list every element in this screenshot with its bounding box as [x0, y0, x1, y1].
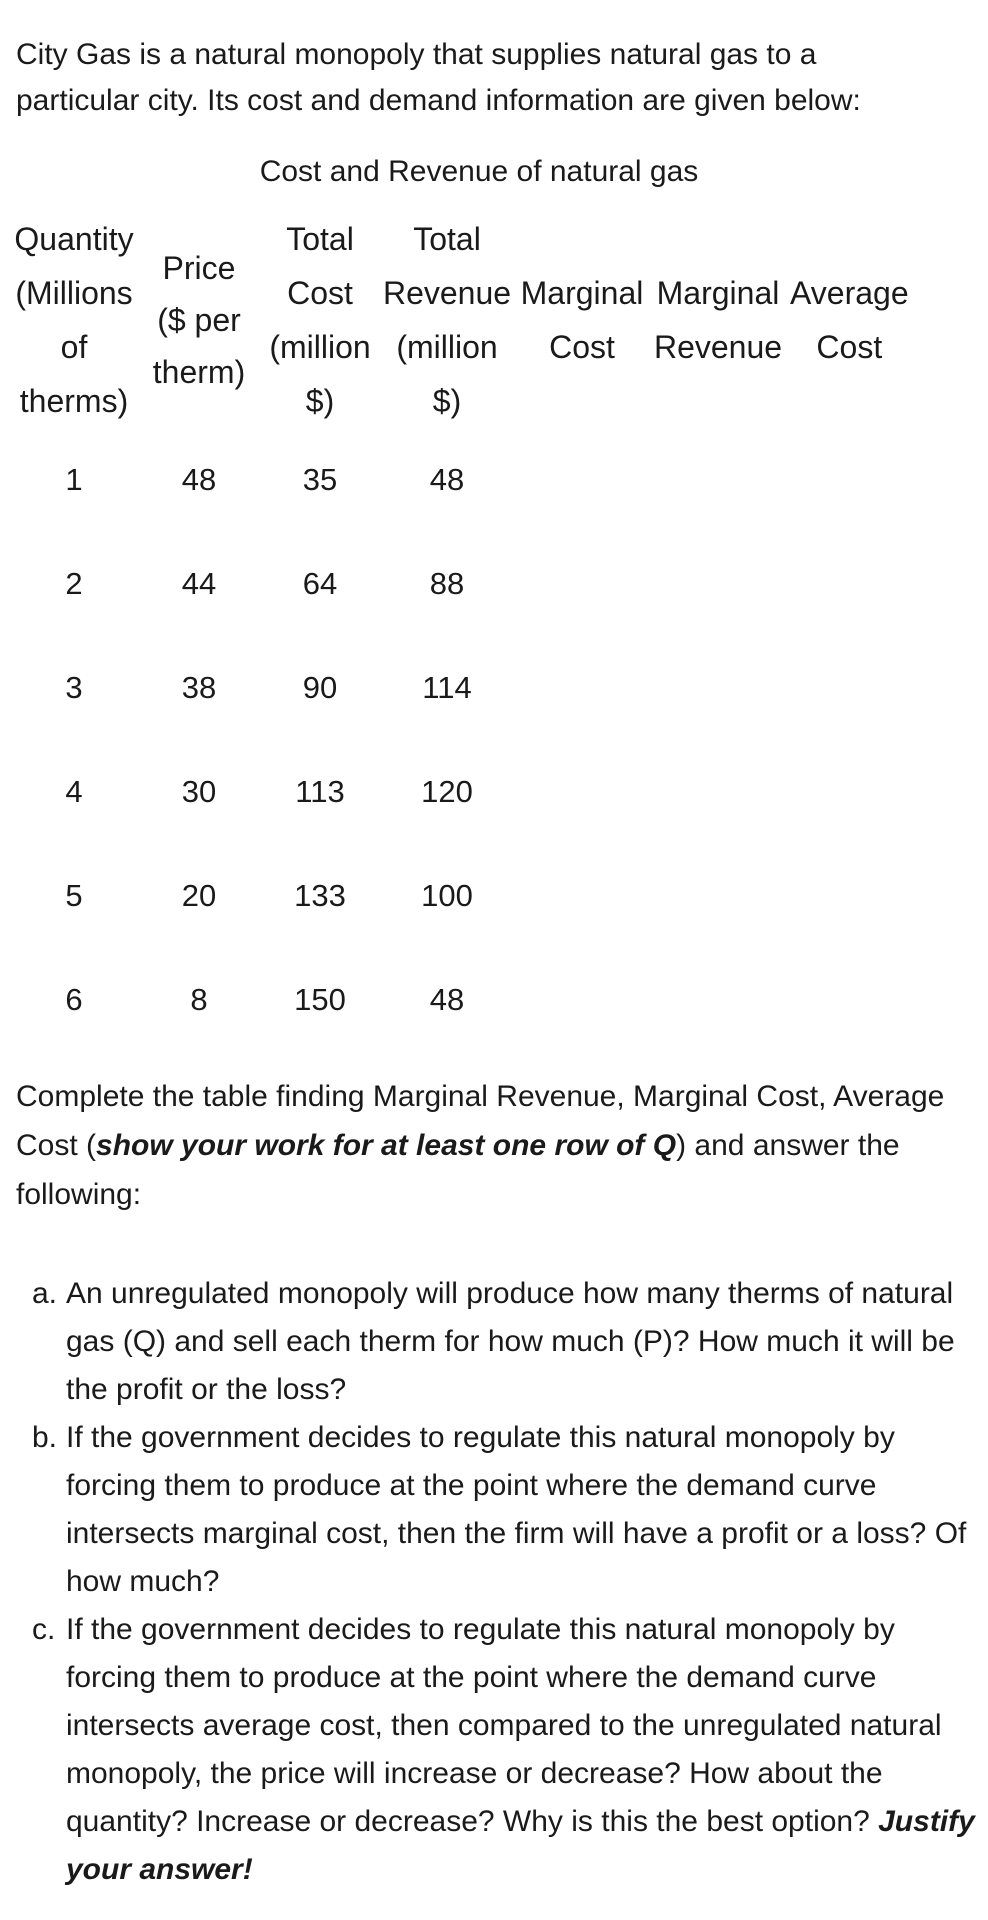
cell-average-cost: [790, 948, 909, 1052]
cell-price: 48: [181, 462, 217, 497]
cell-marginal-cost: [518, 428, 646, 532]
cell-price: 20: [181, 878, 217, 913]
cell-quantity: 1: [65, 462, 83, 497]
instructions-emphasis: show your work for at least one row of Q: [96, 1129, 677, 1162]
cell-total-cost: 90: [302, 670, 338, 705]
cell-total-cost: 35: [302, 462, 338, 497]
cell-total-revenue: 100: [421, 878, 473, 913]
cell-average-cost: [790, 740, 909, 844]
cell-marginal-revenue: [646, 532, 790, 636]
table-header-row: [14, 212, 909, 428]
intro-paragraph: [16, 32, 966, 124]
header-quantity: Quantity (Millions of therms): [14, 221, 134, 419]
cell-total-cost: 113: [295, 774, 345, 809]
cell-total-cost: 64: [302, 566, 338, 601]
cell-marginal-cost: [518, 948, 646, 1052]
question-marker: c.: [32, 1613, 56, 1646]
header-marginal-revenue: Marginal Revenue: [653, 275, 783, 365]
cell-quantity: 3: [65, 670, 83, 705]
cell-total-cost: 150: [294, 982, 346, 1017]
table-row: [14, 636, 909, 740]
instructions-after: ) and answer the following:: [16, 1129, 900, 1211]
cell-average-cost: [790, 844, 909, 948]
cell-total-revenue: 120: [421, 774, 473, 809]
question-text: An unregulated monopoly will produce how many therms of natural gas (Q) and sell each therm for how much (P)? How much it will be the profit or the loss?: [66, 1277, 955, 1406]
cell-marginal-cost: [518, 740, 646, 844]
cell-quantity: 6: [65, 982, 83, 1017]
cell-total-revenue: 48: [429, 462, 465, 497]
cell-average-cost: [790, 532, 909, 636]
table-row: [14, 948, 909, 1052]
cell-marginal-revenue: [646, 428, 790, 532]
intro-line-1: City Gas is a natural monopoly that supplies natural gas to a: [16, 38, 817, 71]
cell-price: 30: [181, 774, 217, 809]
question-list: [16, 1270, 976, 1894]
cell-total-revenue: 48: [429, 982, 465, 1017]
question-c: [16, 1606, 976, 1894]
header-marginal-cost: Marginal Cost: [520, 275, 644, 365]
cell-quantity: 4: [65, 774, 83, 809]
cell-marginal-revenue: [646, 636, 790, 740]
question-a: [16, 1270, 976, 1414]
cell-total-revenue: 88: [429, 566, 465, 601]
instructions-paragraph: [16, 1072, 976, 1219]
instructions-before: Complete the table finding Marginal Revenue, Marginal Cost, Average Cost (: [16, 1080, 945, 1162]
cell-quantity: 5: [65, 878, 83, 913]
intro-line-2: particular city. Its cost and demand information are given below:: [16, 84, 861, 117]
justify-answer-text: Justify your answer!: [66, 1805, 975, 1886]
cell-price: 8: [190, 982, 208, 1017]
header-total-revenue: Total Revenue (million $): [382, 221, 512, 419]
question-b: [16, 1414, 976, 1606]
header-average-cost: Average Cost: [790, 275, 909, 365]
header-total-cost: Total Cost (million $): [269, 221, 371, 419]
cell-marginal-revenue: [646, 948, 790, 1052]
question-text: If the government decides to regulate this natural monopoly by forcing them to produce at the point where the demand curve intersects average cost, then compared to the unregulated natural monopoly, the price will increase or decrease? How about the quantity? Increase or decrease? Why is this the best option?: [66, 1613, 942, 1838]
cell-price: 44: [181, 566, 217, 601]
table-row: [14, 428, 909, 532]
cell-average-cost: [790, 428, 909, 532]
cost-revenue-table: [14, 212, 909, 1052]
question-marker: b.: [32, 1421, 58, 1454]
cell-average-cost: [790, 636, 909, 740]
table-row: [14, 844, 909, 948]
cell-total-revenue: 114: [422, 670, 472, 705]
cell-marginal-cost: [518, 636, 646, 740]
header-price: Price ($ per therm): [152, 250, 246, 390]
cell-quantity: 2: [65, 566, 83, 601]
cell-marginal-cost: [518, 532, 646, 636]
question-marker: a.: [32, 1277, 58, 1310]
question-text: If the government decides to regulate this natural monopoly by forcing them to produce at the point where the demand curve intersects marginal cost, then the firm will have a profit or a loss? Of how much?: [66, 1421, 967, 1598]
cell-marginal-cost: [518, 844, 646, 948]
cell-total-cost: 133: [294, 878, 346, 913]
table-caption: Cost and Revenue of natural gas: [259, 155, 699, 188]
table-row: [14, 740, 909, 844]
table-row: [14, 532, 909, 636]
cell-marginal-revenue: [646, 740, 790, 844]
cell-marginal-revenue: [646, 844, 790, 948]
cell-price: 38: [181, 670, 217, 705]
